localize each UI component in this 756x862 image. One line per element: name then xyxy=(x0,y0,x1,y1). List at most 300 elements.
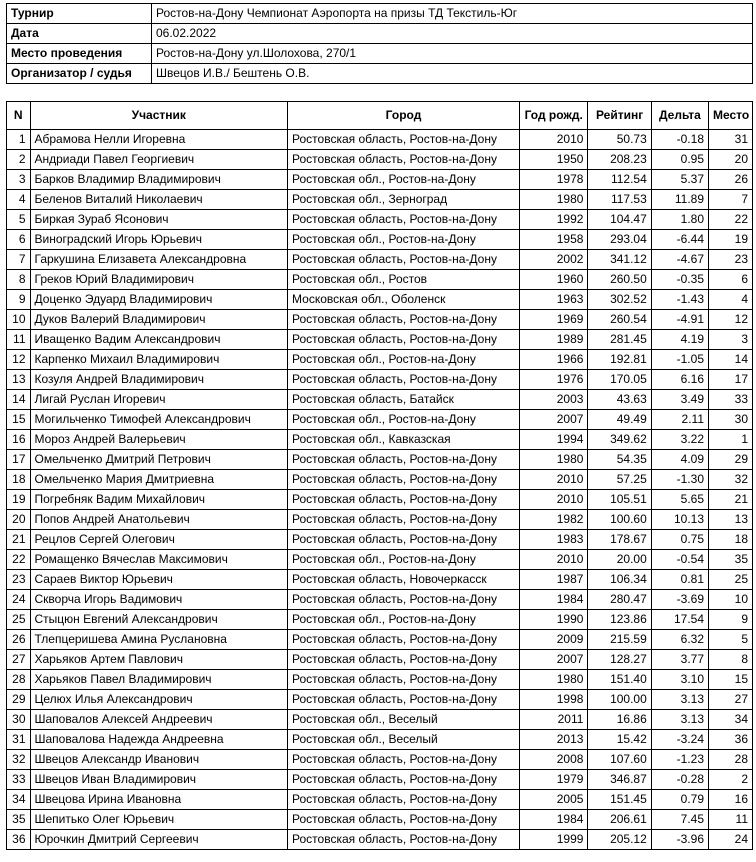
row-number: 26 xyxy=(7,630,31,650)
info-value-date: 06.02.2022 xyxy=(152,24,753,44)
rating: 151.45 xyxy=(588,790,651,810)
row-number: 33 xyxy=(7,770,31,790)
participant-name: Тлепцеришева Амина Руслановна xyxy=(30,630,288,650)
place: 27 xyxy=(709,690,753,710)
row-number: 15 xyxy=(7,410,31,430)
delta: 3.77 xyxy=(651,650,708,670)
row-number: 31 xyxy=(7,730,31,750)
row-number: 18 xyxy=(7,470,31,490)
delta: -1.23 xyxy=(651,750,708,770)
row-number: 17 xyxy=(7,450,31,470)
participant-name: Целюх Илья Александрович xyxy=(30,690,288,710)
birth-year: 1984 xyxy=(519,590,587,610)
delta: 4.09 xyxy=(651,450,708,470)
rating: 15.42 xyxy=(588,730,651,750)
city: Ростовская область, Ростов-на-Дону xyxy=(288,250,520,270)
participant-name: Шепитько Олег Юрьевич xyxy=(30,810,288,830)
rating: 206.61 xyxy=(588,810,651,830)
birth-year: 1958 xyxy=(519,230,587,250)
row-number: 12 xyxy=(7,350,31,370)
table-row xyxy=(7,270,753,290)
row-number: 7 xyxy=(7,250,31,270)
table-row xyxy=(7,650,753,670)
city: Ростовская область, Ростов-на-Дону xyxy=(288,370,520,390)
place: 2 xyxy=(709,770,753,790)
row-number: 4 xyxy=(7,190,31,210)
birth-year: 1979 xyxy=(519,770,587,790)
participant-name: Могильченко Тимофей Александрович xyxy=(30,410,288,430)
delta: -1.30 xyxy=(651,470,708,490)
birth-year: 1990 xyxy=(519,610,587,630)
birth-year: 1976 xyxy=(519,370,587,390)
birth-year: 1984 xyxy=(519,810,587,830)
rating: 16.86 xyxy=(588,710,651,730)
participant-name: Юрочкин Дмитрий Сергеевич xyxy=(30,830,288,850)
delta: 1.80 xyxy=(651,210,708,230)
row-number: 30 xyxy=(7,710,31,730)
info-value-venue: Ростов-на-Дону ул.Шолохова, 270/1 xyxy=(152,44,753,64)
table-row xyxy=(7,510,753,530)
row-number: 9 xyxy=(7,290,31,310)
delta: 7.45 xyxy=(651,810,708,830)
city: Ростовская область, Новочеркасск xyxy=(288,570,520,590)
birth-year: 1950 xyxy=(519,150,587,170)
row-number: 28 xyxy=(7,670,31,690)
birth-year: 1982 xyxy=(519,510,587,530)
birth-year: 1978 xyxy=(519,170,587,190)
participant-name: Швецов Александр Иванович xyxy=(30,750,288,770)
table-row xyxy=(7,750,753,770)
birth-year: 1999 xyxy=(519,830,587,850)
participant-name: Стыцюн Евгений Александрович xyxy=(30,610,288,630)
delta: -3.96 xyxy=(651,830,708,850)
row-number: 6 xyxy=(7,230,31,250)
rating: 117.53 xyxy=(588,190,651,210)
delta: 5.65 xyxy=(651,490,708,510)
table-row xyxy=(7,470,753,490)
table-row xyxy=(7,190,753,210)
delta: -3.24 xyxy=(651,730,708,750)
rating: 20.00 xyxy=(588,550,651,570)
rating: 112.54 xyxy=(588,170,651,190)
participant-name: Дуков Валерий Владимирович xyxy=(30,310,288,330)
birth-year: 2010 xyxy=(519,130,587,150)
birth-year: 1969 xyxy=(519,310,587,330)
birth-year: 1960 xyxy=(519,270,587,290)
delta: 0.95 xyxy=(651,150,708,170)
place: 9 xyxy=(709,610,753,630)
birth-year: 2009 xyxy=(519,630,587,650)
participant-name: Козуля Андрей Владимирович xyxy=(30,370,288,390)
row-number: 22 xyxy=(7,550,31,570)
birth-year: 2010 xyxy=(519,550,587,570)
table-row xyxy=(7,830,753,850)
rating: 281.45 xyxy=(588,330,651,350)
row-number: 29 xyxy=(7,690,31,710)
delta: 6.16 xyxy=(651,370,708,390)
info-row-date xyxy=(7,24,753,44)
table-row xyxy=(7,170,753,190)
rating: 341.12 xyxy=(588,250,651,270)
city: Ростовская область, Ростов-на-Дону xyxy=(288,590,520,610)
participant-name: Попов Андрей Анатольевич xyxy=(30,510,288,530)
birth-year: 2011 xyxy=(519,710,587,730)
row-number: 16 xyxy=(7,430,31,450)
table-row xyxy=(7,790,753,810)
rating: 293.04 xyxy=(588,230,651,250)
row-number: 23 xyxy=(7,570,31,590)
table-row xyxy=(7,150,753,170)
city: Ростовская обл., Ростов xyxy=(288,270,520,290)
city: Ростовская обл., Ростов-на-Дону xyxy=(288,170,520,190)
table-row xyxy=(7,210,753,230)
participant-name: Виноградский Игорь Юрьевич xyxy=(30,230,288,250)
delta: 5.37 xyxy=(651,170,708,190)
participant-name: Беленов Виталий Николаевич xyxy=(30,190,288,210)
row-number: 1 xyxy=(7,130,31,150)
delta: 3.10 xyxy=(651,670,708,690)
city: Ростовская область, Ростов-на-Дону xyxy=(288,830,520,850)
place: 30 xyxy=(709,410,753,430)
birth-year: 1966 xyxy=(519,350,587,370)
table-row xyxy=(7,690,753,710)
header-rating: Рейтинг xyxy=(588,102,651,130)
tournament-info-table xyxy=(6,3,753,84)
table-row xyxy=(7,590,753,610)
participant-name: Омельченко Дмитрий Петрович xyxy=(30,450,288,470)
table-row xyxy=(7,390,753,410)
place: 33 xyxy=(709,390,753,410)
row-number: 19 xyxy=(7,490,31,510)
delta: 11.89 xyxy=(651,190,708,210)
place: 35 xyxy=(709,550,753,570)
table-row xyxy=(7,350,753,370)
city: Ростовская область, Ростов-на-Дону xyxy=(288,650,520,670)
rating: 205.12 xyxy=(588,830,651,850)
participant-name: Рецлов Сергей Олегович xyxy=(30,530,288,550)
delta: 17.54 xyxy=(651,610,708,630)
city: Ростовская область, Ростов-на-Дону xyxy=(288,770,520,790)
participant-name: Сараев Виктор Юрьевич xyxy=(30,570,288,590)
rating: 215.59 xyxy=(588,630,651,650)
place: 21 xyxy=(709,490,753,510)
participant-name: Карпенко Михаил Владимирович xyxy=(30,350,288,370)
city: Ростовская обл., Ростов-на-Дону xyxy=(288,610,520,630)
table-row xyxy=(7,810,753,830)
delta: 2.11 xyxy=(651,410,708,430)
header-number: N xyxy=(7,102,31,130)
header-delta: Дельта xyxy=(651,102,708,130)
participant-name: Иващенко Вадим Александрович xyxy=(30,330,288,350)
birth-year: 1994 xyxy=(519,430,587,450)
rating: 208.23 xyxy=(588,150,651,170)
rating: 178.67 xyxy=(588,530,651,550)
rating: 57.25 xyxy=(588,470,651,490)
city: Ростовская область, Ростов-на-Дону xyxy=(288,630,520,650)
info-value-organizer: Швецов И.В./ Бештень О.В. xyxy=(152,64,753,84)
table-row xyxy=(7,730,753,750)
delta: -1.43 xyxy=(651,290,708,310)
participant-name: Доценко Эдуард Владимирович xyxy=(30,290,288,310)
rating: 100.60 xyxy=(588,510,651,530)
results-header-row xyxy=(7,102,753,130)
table-row xyxy=(7,230,753,250)
table-row xyxy=(7,290,753,310)
city: Московская обл., Оболенск xyxy=(288,290,520,310)
delta: 0.75 xyxy=(651,530,708,550)
city: Ростовская обл., Ростов-на-Дону xyxy=(288,350,520,370)
city: Ростовская обл., Веселый xyxy=(288,710,520,730)
row-number: 20 xyxy=(7,510,31,530)
header-place: Место xyxy=(709,102,753,130)
rating: 346.87 xyxy=(588,770,651,790)
city: Ростовская область, Ростов-на-Дону xyxy=(288,330,520,350)
delta: 3.13 xyxy=(651,690,708,710)
row-number: 24 xyxy=(7,590,31,610)
rating: 105.51 xyxy=(588,490,651,510)
results-body xyxy=(7,130,753,850)
city: Ростовская область, Ростов-на-Дону xyxy=(288,150,520,170)
results-table xyxy=(6,101,753,850)
rating: 100.00 xyxy=(588,690,651,710)
place: 12 xyxy=(709,310,753,330)
delta: 3.49 xyxy=(651,390,708,410)
city: Ростовская область, Ростов-на-Дону xyxy=(288,750,520,770)
participant-name: Мороз Андрей Валерьевич xyxy=(30,430,288,450)
birth-year: 1983 xyxy=(519,530,587,550)
place: 5 xyxy=(709,630,753,650)
city: Ростовская область, Ростов-на-Дону xyxy=(288,490,520,510)
birth-year: 2008 xyxy=(519,750,587,770)
place: 25 xyxy=(709,570,753,590)
table-row xyxy=(7,610,753,630)
info-value-tournament: Ростов-на-Дону Чемпионат Аэропорта на призы ТД Текстиль-Юг xyxy=(152,4,753,24)
city: Ростовская область, Ростов-на-Дону xyxy=(288,810,520,830)
place: 3 xyxy=(709,330,753,350)
participant-name: Харьяков Павел Владимирович xyxy=(30,670,288,690)
place: 16 xyxy=(709,790,753,810)
delta: 6.32 xyxy=(651,630,708,650)
delta: -0.54 xyxy=(651,550,708,570)
row-number: 25 xyxy=(7,610,31,630)
row-number: 2 xyxy=(7,150,31,170)
table-row xyxy=(7,490,753,510)
table-row xyxy=(7,770,753,790)
table-row xyxy=(7,550,753,570)
header-birth-year: Год рожд. xyxy=(519,102,587,130)
table-row xyxy=(7,130,753,150)
participant-name: Ромащенко Вячеслав Максимович xyxy=(30,550,288,570)
participant-name: Погребняк Вадим Михайлович xyxy=(30,490,288,510)
birth-year: 2003 xyxy=(519,390,587,410)
table-row xyxy=(7,450,753,470)
city: Ростовская область, Ростов-на-Дону xyxy=(288,690,520,710)
rating: 128.27 xyxy=(588,650,651,670)
birth-year: 2013 xyxy=(519,730,587,750)
place: 18 xyxy=(709,530,753,550)
participant-name: Биркая Зураб Ясонович xyxy=(30,210,288,230)
participant-name: Омельченко Мария Дмитриевна xyxy=(30,470,288,490)
birth-year: 2005 xyxy=(519,790,587,810)
participant-name: Барков Владимир Владимирович xyxy=(30,170,288,190)
info-label-venue: Место проведения xyxy=(7,44,152,64)
place: 28 xyxy=(709,750,753,770)
delta: -4.67 xyxy=(651,250,708,270)
place: 34 xyxy=(709,710,753,730)
row-number: 35 xyxy=(7,810,31,830)
city: Ростовская обл., Ростов-на-Дону xyxy=(288,410,520,430)
delta: -0.28 xyxy=(651,770,708,790)
rating: 123.86 xyxy=(588,610,651,630)
delta: 0.79 xyxy=(651,790,708,810)
table-row xyxy=(7,530,753,550)
table-row xyxy=(7,630,753,650)
table-row xyxy=(7,250,753,270)
table-row xyxy=(7,410,753,430)
row-number: 36 xyxy=(7,830,31,850)
delta: -4.91 xyxy=(651,310,708,330)
table-row xyxy=(7,330,753,350)
rating: 349.62 xyxy=(588,430,651,450)
info-row-tournament xyxy=(7,4,753,24)
header-city: Город xyxy=(288,102,520,130)
participant-name: Абрамова Нелли Игоревна xyxy=(30,130,288,150)
place: 6 xyxy=(709,270,753,290)
participant-name: Гаркушина Елизавета Александровна xyxy=(30,250,288,270)
delta: -1.05 xyxy=(651,350,708,370)
birth-year: 1998 xyxy=(519,690,587,710)
city: Ростовская область, Ростов-на-Дону xyxy=(288,530,520,550)
delta: 10.13 xyxy=(651,510,708,530)
row-number: 21 xyxy=(7,530,31,550)
rating: 170.05 xyxy=(588,370,651,390)
place: 1 xyxy=(709,430,753,450)
row-number: 14 xyxy=(7,390,31,410)
rating: 50.73 xyxy=(588,130,651,150)
delta: 3.22 xyxy=(651,430,708,450)
rating: 302.52 xyxy=(588,290,651,310)
header-participant: Участник xyxy=(30,102,288,130)
place: 24 xyxy=(709,830,753,850)
place: 29 xyxy=(709,450,753,470)
row-number: 11 xyxy=(7,330,31,350)
row-number: 3 xyxy=(7,170,31,190)
rating: 260.54 xyxy=(588,310,651,330)
city: Ростовская обл., Ростов-на-Дону xyxy=(288,230,520,250)
place: 19 xyxy=(709,230,753,250)
place: 7 xyxy=(709,190,753,210)
birth-year: 2007 xyxy=(519,410,587,430)
rating: 192.81 xyxy=(588,350,651,370)
birth-year: 1980 xyxy=(519,450,587,470)
delta: -3.69 xyxy=(651,590,708,610)
row-number: 32 xyxy=(7,750,31,770)
birth-year: 2010 xyxy=(519,470,587,490)
participant-name: Шаповалова Надежда Андреевна xyxy=(30,730,288,750)
row-number: 5 xyxy=(7,210,31,230)
rating: 106.34 xyxy=(588,570,651,590)
rating: 280.47 xyxy=(588,590,651,610)
city: Ростовская область, Ростов-на-Дону xyxy=(288,670,520,690)
place: 26 xyxy=(709,170,753,190)
birth-year: 2002 xyxy=(519,250,587,270)
table-row xyxy=(7,370,753,390)
place: 36 xyxy=(709,730,753,750)
info-row-organizer xyxy=(7,64,753,84)
city: Ростовская обл., Ростов-на-Дону xyxy=(288,550,520,570)
participant-name: Греков Юрий Владимирович xyxy=(30,270,288,290)
info-row-venue xyxy=(7,44,753,64)
delta: -0.18 xyxy=(651,130,708,150)
city: Ростовская обл., Кавказская xyxy=(288,430,520,450)
city: Ростовская обл., Веселый xyxy=(288,730,520,750)
birth-year: 2010 xyxy=(519,490,587,510)
birth-year: 1989 xyxy=(519,330,587,350)
participant-name: Лигай Руслан Игоревич xyxy=(30,390,288,410)
birth-year: 1980 xyxy=(519,670,587,690)
row-number: 13 xyxy=(7,370,31,390)
rating: 151.40 xyxy=(588,670,651,690)
delta: 4.19 xyxy=(651,330,708,350)
birth-year: 1987 xyxy=(519,570,587,590)
birth-year: 2007 xyxy=(519,650,587,670)
place: 8 xyxy=(709,650,753,670)
table-row xyxy=(7,570,753,590)
place: 11 xyxy=(709,810,753,830)
delta: 0.81 xyxy=(651,570,708,590)
place: 14 xyxy=(709,350,753,370)
delta: 3.13 xyxy=(651,710,708,730)
place: 23 xyxy=(709,250,753,270)
row-number: 8 xyxy=(7,270,31,290)
table-row xyxy=(7,430,753,450)
city: Ростовская область, Ростов-на-Дону xyxy=(288,450,520,470)
table-row xyxy=(7,310,753,330)
row-number: 10 xyxy=(7,310,31,330)
city: Ростовская область, Ростов-на-Дону xyxy=(288,510,520,530)
info-label-organizer: Организатор / судья xyxy=(7,64,152,84)
info-label-tournament: Турнир xyxy=(7,4,152,24)
delta: -0.35 xyxy=(651,270,708,290)
birth-year: 1963 xyxy=(519,290,587,310)
rating: 43.63 xyxy=(588,390,651,410)
place: 4 xyxy=(709,290,753,310)
participant-name: Харьяков Артем Павлович xyxy=(30,650,288,670)
place: 32 xyxy=(709,470,753,490)
rating: 54.35 xyxy=(588,450,651,470)
place: 15 xyxy=(709,670,753,690)
row-number: 27 xyxy=(7,650,31,670)
delta: -6.44 xyxy=(651,230,708,250)
city: Ростовская область, Ростов-на-Дону xyxy=(288,470,520,490)
rating: 260.50 xyxy=(588,270,651,290)
info-label-date: Дата xyxy=(7,24,152,44)
city: Ростовская область, Ростов-на-Дону xyxy=(288,210,520,230)
place: 22 xyxy=(709,210,753,230)
city: Ростовская обл., Зерноград xyxy=(288,190,520,210)
rating: 49.49 xyxy=(588,410,651,430)
rating: 107.60 xyxy=(588,750,651,770)
city: Ростовская область, Батайск xyxy=(288,390,520,410)
participant-name: Андриади Павел Георгиевич xyxy=(30,150,288,170)
rating: 104.47 xyxy=(588,210,651,230)
table-row xyxy=(7,670,753,690)
participant-name: Швецова Ирина Ивановна xyxy=(30,790,288,810)
place: 31 xyxy=(709,130,753,150)
participant-name: Шаповалов Алексей Андреевич xyxy=(30,710,288,730)
city: Ростовская область, Ростов-на-Дону xyxy=(288,790,520,810)
table-row xyxy=(7,710,753,730)
